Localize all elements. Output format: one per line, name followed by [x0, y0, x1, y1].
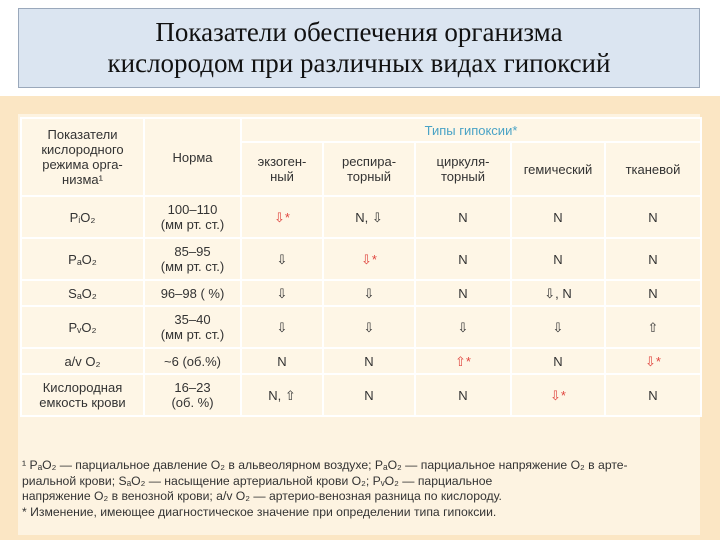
cell-value-exogenous: ⇩	[241, 280, 323, 306]
cell-value-respiratory: N, ⇩	[323, 196, 415, 238]
cell-value-respiratory: ⇩*	[323, 238, 415, 280]
header-indicator-line: режима орга-	[42, 157, 123, 172]
title-box	[18, 8, 700, 88]
cell-value-exogenous: N	[241, 348, 323, 374]
cell-value-circulatory: ⇩	[415, 306, 511, 348]
footnote-line: ¹ PₐO₂ — парциальное давление O₂ в альвеолярном воздухе; PₐO₂ — парциальное напряжение O₂ в арте-	[22, 458, 628, 472]
cell-indicator-line: PᵥO₂	[68, 319, 97, 335]
cell-value-hemic: N	[511, 348, 605, 374]
cell-norm	[144, 238, 241, 280]
footnotes	[22, 458, 692, 520]
cell-value-hemic: ⇩, N	[511, 280, 605, 306]
cell-value-tissue: ⇩*	[605, 348, 701, 374]
table-row	[21, 374, 701, 416]
cell-norm	[144, 196, 241, 238]
table-row	[21, 348, 701, 374]
cell-value-tissue: ⇧	[605, 306, 701, 348]
cell-norm-line: (мм рт. ст.)	[160, 259, 225, 274]
header-type-hemic	[511, 142, 605, 196]
cell-value-exogenous: ⇩	[241, 238, 323, 280]
cell-value-tissue: N	[605, 280, 701, 306]
header-type-tissue	[605, 142, 701, 196]
header-type-respiratory	[323, 142, 415, 196]
cell-indicator	[21, 348, 144, 374]
cell-value-respiratory: N	[323, 348, 415, 374]
header-type-exogenous	[241, 142, 323, 196]
cell-norm-line: (об. %)	[171, 395, 214, 410]
header-norm: Норма	[144, 118, 241, 196]
header-type-circulatory	[415, 142, 511, 196]
header-type-line: респира-	[341, 154, 397, 169]
cell-value-circulatory: N	[415, 196, 511, 238]
header-type-line: торный	[346, 169, 392, 184]
cell-value-tissue: N	[605, 374, 701, 416]
cell-norm	[144, 374, 241, 416]
cell-value-exogenous: N, ⇧	[241, 374, 323, 416]
cell-indicator	[21, 238, 144, 280]
header-indicator-line: Показатели	[47, 127, 118, 142]
header-hypoxia-types: Типы гипоксии*	[241, 118, 701, 142]
cell-indicator	[21, 306, 144, 348]
title-line-2: кислородом при различных видах гипоксий	[107, 48, 611, 78]
cell-norm-line: ~6 (об.%)	[164, 353, 221, 369]
header-type-line: торный	[440, 169, 486, 184]
title-line-1: Показатели обеспечения организма	[155, 17, 563, 47]
cell-indicator-line: PₐO₂	[68, 251, 97, 267]
header-indicator-line: кислородного	[41, 142, 124, 157]
cell-norm-line: 85–95	[174, 244, 211, 259]
hypoxia-table	[20, 117, 702, 417]
cell-norm-line: 96–98 ( %)	[160, 285, 225, 301]
cell-norm-line: 16–23	[174, 380, 211, 395]
table-row	[21, 196, 701, 238]
header-indicator	[21, 118, 144, 196]
header-type-line: циркуля-	[436, 154, 490, 169]
cell-value-tissue: N	[605, 196, 701, 238]
cell-norm-line: 35–40	[174, 312, 211, 327]
cell-norm-line: 100–110	[167, 202, 218, 217]
cell-value-hemic: N	[511, 238, 605, 280]
header-type-line: экзоген-	[257, 154, 307, 169]
cell-norm	[144, 348, 241, 374]
cell-value-circulatory: ⇧*	[415, 348, 511, 374]
header-type-line: ный	[270, 169, 294, 184]
cell-value-exogenous: ⇩	[241, 306, 323, 348]
cell-norm-line: (мм рт. ст.)	[160, 217, 225, 232]
cell-value-circulatory: N	[415, 374, 511, 416]
cell-indicator-line: емкость крови	[39, 395, 126, 410]
footnote-line: риальной крови; SₐO₂ — насыщение артериальной крови O₂; PᵥO₂ — парциальное	[22, 473, 493, 488]
table-row	[21, 238, 701, 280]
cell-norm	[144, 280, 241, 306]
cell-value-tissue: N	[605, 238, 701, 280]
cell-indicator	[21, 196, 144, 238]
cell-value-exogenous: ⇩*	[241, 196, 323, 238]
cell-indicator	[21, 374, 144, 416]
cell-value-hemic: ⇩*	[511, 374, 605, 416]
cell-value-respiratory: N	[323, 374, 415, 416]
cell-value-hemic: ⇩	[511, 306, 605, 348]
cell-indicator-line: SₐO₂	[68, 285, 97, 301]
table-row	[21, 280, 701, 306]
cell-value-respiratory: ⇩	[323, 280, 415, 306]
table-row	[21, 306, 701, 348]
footnote-line: напряжение O₂ в венозной крови; a/v O₂ — артерио-венозная разница по кислороду.	[22, 489, 502, 503]
cell-indicator-line: a/v O₂	[64, 353, 101, 369]
cell-value-circulatory: N	[415, 280, 511, 306]
footnote-line: * Изменение, имеющее диагностическое значение при определении типа гипоксии.	[22, 504, 497, 519]
header-indicator-line: низма¹	[62, 172, 103, 187]
cell-indicator	[21, 280, 144, 306]
cell-value-respiratory: ⇩	[323, 306, 415, 348]
cell-norm	[144, 306, 241, 348]
cell-indicator-line: Кислородная	[42, 380, 123, 395]
cell-indicator-line: PᵢO₂	[69, 209, 96, 225]
cell-norm-line: (мм рт. ст.)	[160, 327, 225, 342]
header-type-line: тканевой	[625, 161, 681, 177]
cell-value-circulatory: N	[415, 238, 511, 280]
cell-value-hemic: N	[511, 196, 605, 238]
header-type-line: гемический	[523, 161, 593, 177]
